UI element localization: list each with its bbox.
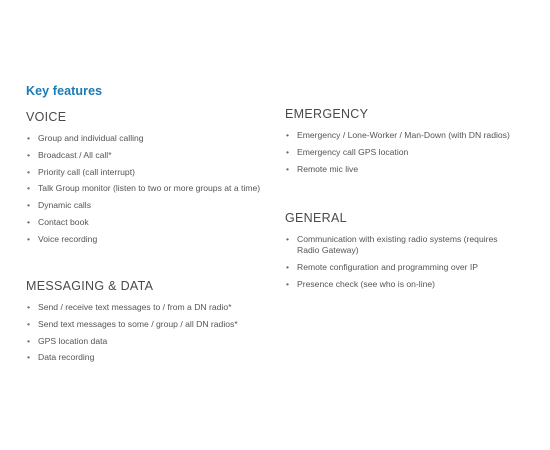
list-item xyxy=(285,130,510,141)
list-item-text: Group and individual calling xyxy=(38,133,144,143)
list-item xyxy=(285,164,510,175)
list-item-text: Dynamic calls xyxy=(38,200,92,211)
bullet-icon: • xyxy=(286,278,290,289)
emergency-list xyxy=(285,130,510,175)
emergency-heading: EMERGENCY xyxy=(285,107,369,121)
list-item xyxy=(26,167,261,178)
list-item xyxy=(26,336,261,347)
list-item-text: Remote configuration and programming over IP xyxy=(297,262,479,272)
list-item-text: GPS location data xyxy=(38,335,108,346)
bullet-icon: • xyxy=(27,149,31,160)
voice-section xyxy=(26,110,261,251)
list-item xyxy=(26,319,261,330)
list-item-text: Communication with existing radio systems (requires Radio Gateway) xyxy=(297,234,498,256)
bullet-icon: • xyxy=(286,146,290,157)
bullet-icon: • xyxy=(27,318,31,329)
bullet-icon: • xyxy=(27,216,31,227)
list-item xyxy=(285,262,510,273)
bullet-icon: • xyxy=(27,183,31,194)
bullet-icon: • xyxy=(286,262,290,272)
general-list xyxy=(285,234,510,290)
list-item xyxy=(285,147,510,158)
emergency-section xyxy=(285,107,510,180)
bullet-icon: • xyxy=(286,130,290,140)
list-item-text: Send / receive text messages to / from a DN radio* xyxy=(38,302,232,312)
bullet-icon: • xyxy=(286,163,290,174)
bullet-icon: • xyxy=(27,166,31,177)
voice-list xyxy=(26,133,261,245)
list-item xyxy=(26,183,261,194)
list-item xyxy=(26,133,261,144)
list-item-text: Contact book xyxy=(38,216,89,227)
bullet-icon: • xyxy=(27,352,31,363)
list-item xyxy=(285,234,510,256)
list-item-text: Data recording xyxy=(38,352,95,363)
list-item xyxy=(26,217,261,228)
bullet-icon: • xyxy=(27,200,31,211)
messaging-list xyxy=(26,302,261,364)
list-item-text: Priority call (call interrupt) xyxy=(38,166,135,177)
list-item xyxy=(26,150,261,161)
list-item xyxy=(26,200,261,211)
list-item-text: Presence check (see who is on-line) xyxy=(297,278,436,289)
list-item-text: Emergency call GPS location xyxy=(297,146,409,157)
messaging-section xyxy=(26,279,261,369)
list-item-text: Emergency / Lone-Worker / Man-Down (with DN radios) xyxy=(297,130,510,140)
list-item xyxy=(26,352,261,363)
bullet-icon: • xyxy=(27,302,31,312)
list-item xyxy=(285,279,510,290)
list-item xyxy=(26,302,261,313)
list-item-text: Voice recording xyxy=(38,233,98,244)
list-item-text: Talk Group monitor (listen to two or more groups at a time) xyxy=(38,183,261,194)
list-item-text: Broadcast / All call* xyxy=(38,149,112,160)
page-title: Key features xyxy=(26,84,103,98)
bullet-icon: • xyxy=(286,234,290,244)
bullet-icon: • xyxy=(27,335,31,346)
messaging-heading: MESSAGING & DATA xyxy=(26,279,154,293)
bullet-icon: • xyxy=(27,233,31,244)
list-item xyxy=(26,234,261,245)
voice-heading: VOICE xyxy=(26,110,67,124)
general-section xyxy=(285,211,510,296)
list-item-text: Remote mic live xyxy=(297,163,359,174)
general-heading: GENERAL xyxy=(285,211,347,225)
bullet-icon: • xyxy=(27,133,31,143)
list-item-text: Send text messages to some / group / all DN radios* xyxy=(38,318,238,329)
